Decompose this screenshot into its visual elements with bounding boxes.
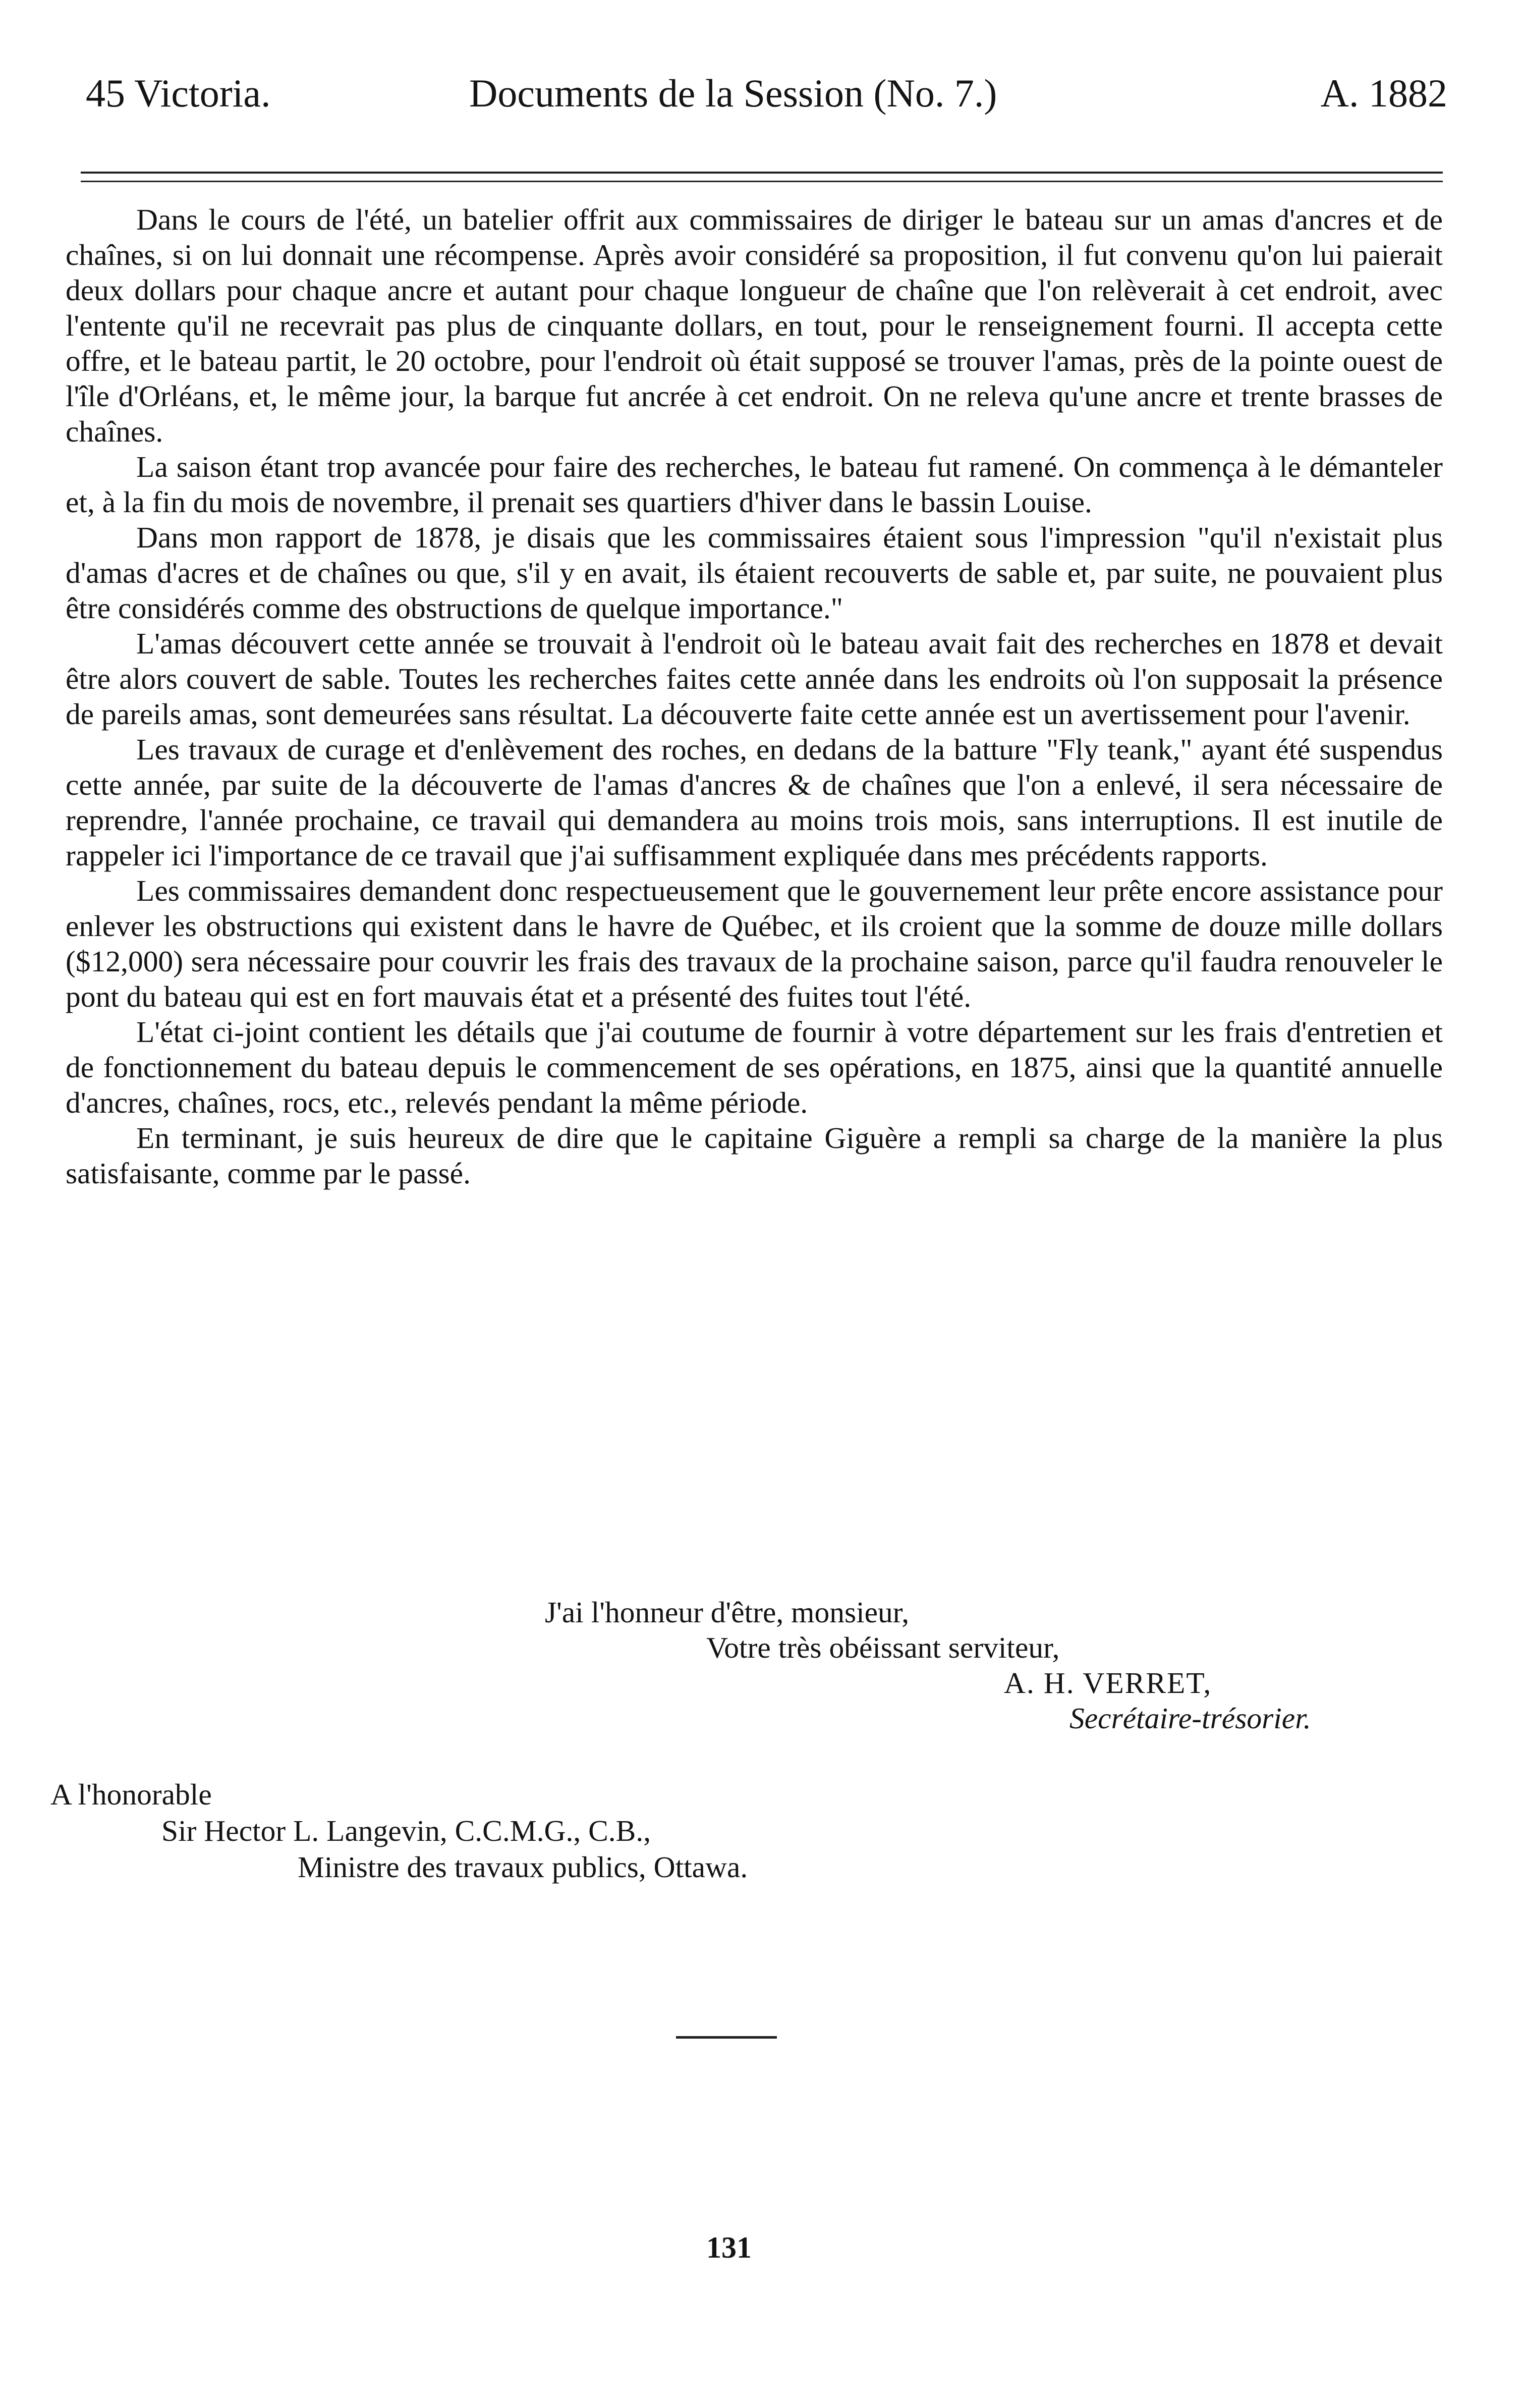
footer-rule: [676, 2036, 777, 2039]
header-regnal-year: 45 Victoria.: [86, 71, 271, 115]
paragraph: En terminant, je suis heureux de dire que le capitaine Giguère a rempli sa charge de la manière la plus satisfaisante, comme par le passé.: [66, 1121, 1443, 1190]
address-line: Ministre des travaux publics, Ottawa.: [298, 1850, 748, 1884]
page-header: [86, 50, 1447, 126]
paragraph: Les travaux de curage et d'enlèvement des roches, en dedans de la batture "Fly teank," ayant été suspendus cette année, par suite de la découverte de l'amas d'ancres & de chaînes que l'on a enlevé, il sera nécessaire de reprendre, l'année prochaine, ce travail qui demandera au moins trois mois, sans interruptions. Il est inutile de rappeler ici l'importance de ce travail que j'ai suffisamment expliquée dans mes précédents rapports.: [66, 733, 1443, 872]
page-number: 131: [706, 2231, 752, 2264]
signature-title: Secrétaire-trésorier.: [1069, 1702, 1311, 1735]
paragraph: L'amas découvert cette année se trouvait à l'endroit où le bateau avait fait des recherches en 1878 et devait être alors couvert de sable. Toutes les recherches faites cette année dans les endroits où l'on supposait la présence de pareils amas, sont demeurées sans résultat. La découverte faite cette année est un avertissement pour l'avenir.: [66, 627, 1443, 731]
header-year: A. 1882: [1320, 71, 1447, 115]
letter-body: [66, 202, 1443, 1191]
header-rule-top: [81, 172, 1443, 174]
header-rule-bottom: [81, 181, 1443, 182]
signature-name: A. H. VERRET,: [1004, 1666, 1212, 1700]
paragraph: Les commissaires demandent donc respectueusement que le gouvernement leur prête encore assistance pour enlever les obstructions qui existent dans le havre de Québec, et ils croient que la somme de douze mille dollars ($12,000) sera nécessaire pour couvrir les frais des travaux de la prochaine saison, parce qu'il faudra renouveler le pont du bateau qui est en fort mauvais état et a présenté des fuites tout l'été.: [66, 874, 1443, 1013]
paragraph: L'état ci-joint contient les détails que j'ai coutume de fournir à votre département sur les frais d'entretien et de fonctionnement du bateau depuis le commencement de ses opérations, en 1875, ainsi que la quantité annuelle d'ancres, chaînes, rocs, etc., relevés pendant la même période.: [66, 1015, 1443, 1119]
paragraph: La saison étant trop avancée pour faire des recherches, le bateau fut ramené. On commença à le démanteler et, à la fin du mois de novembre, il prenait ses quartiers d'hiver dans le bassin Louise.: [66, 450, 1443, 519]
closing-salutation: J'ai l'honneur d'être, monsieur,: [545, 1596, 910, 1629]
closing-servant-line: Votre très obéissant serviteur,: [706, 1631, 1060, 1664]
address-line: Sir Hector L. Langevin, C.C.M.G., C.B.,: [161, 1814, 651, 1847]
address-line: A l'honorable: [50, 1778, 212, 1811]
paragraph: Dans mon rapport de 1878, je disais que les commissaires étaient sous l'impression "qu'il n'existait plus d'amas d'acres et de chaînes ou que, s'il y en avait, ils étaient recouverts de sable et, par suite, ne pouvaient plus être considérés comme des obstructions de quelque importance.": [66, 521, 1443, 625]
header-document-title: Documents de la Session (No. 7.): [469, 71, 997, 115]
paragraph: Dans le cours de l'été, un batelier offrit aux commissaires de diriger le bateau sur un amas d'ancres et de chaînes, si on lui donnait une récompense. Après avoir considéré sa proposition, il fut convenu qu'on lui paierait deux dollars pour chaque ancre et autant pour chaque longueur de chaîne que l'on relèverait à cet endroit, avec l'entente qu'il ne recevrait pas plus de cinquante dollars, en tout, pour le renseignement fourni. Il accepta cette offre, et le bateau partit, le 20 octobre, pour l'endroit où était supposé se trouver l'amas, près de la pointe ouest de l'île d'Orléans, et, le même jour, la barque fut ancrée à cet endroit. On ne releva qu'une ancre et trente brasses de chaînes.: [66, 203, 1443, 448]
